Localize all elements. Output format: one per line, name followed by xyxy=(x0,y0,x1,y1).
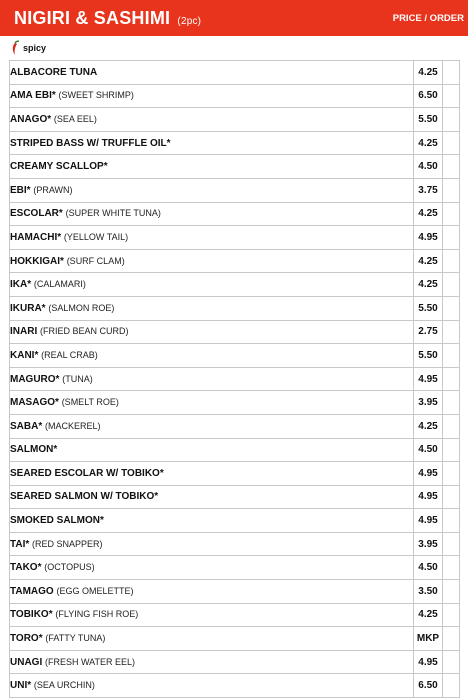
row-spacer-cell xyxy=(443,344,460,368)
item-description: (SURF CLAM) xyxy=(66,255,125,266)
row-spacer-cell xyxy=(443,674,460,698)
menu-row xyxy=(10,391,460,415)
chili-pepper-icon xyxy=(10,40,22,56)
row-spacer-cell xyxy=(443,155,460,179)
item-name: UNAGI xyxy=(10,656,43,668)
item-name: TOBIKO* xyxy=(10,609,53,621)
item-description: (SMELT ROE) xyxy=(61,397,119,408)
item-price: 3.50 xyxy=(414,580,443,604)
item-description: (CALAMARI) xyxy=(33,279,86,290)
item-name-cell xyxy=(10,178,414,202)
item-description: (FATTY TUNA) xyxy=(45,633,106,644)
item-name-cell xyxy=(10,391,414,415)
item-name-cell xyxy=(10,438,414,462)
menu-row xyxy=(10,556,460,580)
item-name: AMA EBI* xyxy=(10,90,56,102)
menu-row xyxy=(10,320,460,344)
menu-row xyxy=(10,650,460,674)
item-price: 4.25 xyxy=(414,131,443,155)
item-price: 4.50 xyxy=(414,155,443,179)
item-price: 4.95 xyxy=(414,462,443,486)
row-spacer-cell xyxy=(443,178,460,202)
item-price: 4.25 xyxy=(414,61,443,85)
item-price: 4.50 xyxy=(414,556,443,580)
item-name-cell xyxy=(10,202,414,226)
row-spacer-cell xyxy=(443,580,460,604)
row-spacer-cell xyxy=(443,61,460,85)
row-spacer-cell xyxy=(443,296,460,320)
item-name-cell xyxy=(10,344,414,368)
item-name: KANI* xyxy=(10,349,39,361)
menu-table-body xyxy=(10,61,460,698)
item-price: 5.50 xyxy=(414,344,443,368)
item-name-cell xyxy=(10,131,414,155)
item-name: ANAGO* xyxy=(10,113,52,125)
menu-row xyxy=(10,249,460,273)
row-spacer-cell xyxy=(443,509,460,533)
menu-row xyxy=(10,462,460,486)
item-price: 4.25 xyxy=(414,414,443,438)
item-name: HOKKIGAI* xyxy=(10,255,64,267)
menu-row xyxy=(10,131,460,155)
section-title-text: NIGIRI & SASHIMI xyxy=(14,7,171,28)
section-title xyxy=(14,8,201,29)
item-name: MASAGO* xyxy=(10,397,59,409)
row-spacer-cell xyxy=(443,84,460,108)
item-name: SABA* xyxy=(10,420,43,432)
item-description: (FRESH WATER EEL) xyxy=(45,656,136,667)
item-description: (OCTOPUS) xyxy=(44,562,95,573)
item-price: 4.25 xyxy=(414,249,443,273)
row-spacer-cell xyxy=(443,320,460,344)
item-name: SMOKED SALMON* xyxy=(10,515,104,527)
row-spacer-cell xyxy=(443,556,460,580)
row-spacer-cell xyxy=(443,603,460,627)
item-name: HAMACHI* xyxy=(10,231,62,243)
menu-row xyxy=(10,438,460,462)
menu-row xyxy=(10,226,460,250)
item-name-cell xyxy=(10,556,414,580)
row-spacer-cell xyxy=(443,532,460,556)
item-price: 4.95 xyxy=(414,650,443,674)
item-name: ALBACORE TUNA xyxy=(10,66,98,78)
item-name-cell xyxy=(10,320,414,344)
item-description: (RED SNAPPER) xyxy=(32,538,103,549)
menu-row xyxy=(10,108,460,132)
item-name-cell xyxy=(10,674,414,698)
price-column-label: PRICE / ORDER xyxy=(392,12,464,24)
item-price: 3.75 xyxy=(414,178,443,202)
item-name-cell xyxy=(10,603,414,627)
menu-table xyxy=(9,60,460,698)
item-name-cell xyxy=(10,273,414,297)
item-description: (REAL CRAB) xyxy=(41,349,98,360)
row-spacer-cell xyxy=(443,438,460,462)
menu-row xyxy=(10,485,460,509)
item-name: TORO* xyxy=(10,633,43,645)
item-name-cell xyxy=(10,580,414,604)
menu-row xyxy=(10,674,460,698)
menu-row xyxy=(10,414,460,438)
row-spacer-cell xyxy=(443,108,460,132)
item-price: 3.95 xyxy=(414,532,443,556)
row-spacer-cell xyxy=(443,226,460,250)
item-name-cell xyxy=(10,296,414,320)
item-description: (YELLOW TAIL) xyxy=(63,231,129,242)
menu-row xyxy=(10,367,460,391)
item-name-cell xyxy=(10,155,414,179)
item-name-cell xyxy=(10,485,414,509)
item-price: MKP xyxy=(414,627,443,651)
item-name-cell xyxy=(10,532,414,556)
item-name-cell xyxy=(10,627,414,651)
item-name-cell xyxy=(10,84,414,108)
section-subtitle: (2pc) xyxy=(177,15,202,27)
item-name: MAGURO* xyxy=(10,373,60,385)
item-price: 4.95 xyxy=(414,226,443,250)
item-name: TAMAGO xyxy=(10,585,54,597)
item-price: 4.50 xyxy=(414,438,443,462)
item-description: (SWEET SHRIMP) xyxy=(58,90,134,101)
row-spacer-cell xyxy=(443,249,460,273)
row-spacer-cell xyxy=(443,202,460,226)
item-price: 4.25 xyxy=(414,202,443,226)
menu-row xyxy=(10,603,460,627)
item-name: TAI* xyxy=(10,538,30,550)
item-description: (FRIED BEAN CURD) xyxy=(40,326,129,337)
item-name: IKURA* xyxy=(10,302,46,314)
menu-row xyxy=(10,61,460,85)
item-name: ESCOLAR* xyxy=(10,208,63,220)
menu-header xyxy=(0,0,468,36)
item-name-cell xyxy=(10,367,414,391)
menu-row xyxy=(10,580,460,604)
menu-row xyxy=(10,84,460,108)
menu-row xyxy=(10,202,460,226)
item-description: (TUNA) xyxy=(62,373,93,384)
row-spacer-cell xyxy=(443,414,460,438)
item-name-cell xyxy=(10,249,414,273)
row-spacer-cell xyxy=(443,627,460,651)
row-spacer-cell xyxy=(443,485,460,509)
item-name-cell xyxy=(10,509,414,533)
item-description: (EGG OMELETTE) xyxy=(56,585,134,596)
item-description: (SALMON ROE) xyxy=(48,302,115,313)
item-description: (SUPER WHITE TUNA) xyxy=(65,208,161,219)
item-name: SEARED SALMON W/ TOBIKO* xyxy=(10,491,159,503)
menu-row xyxy=(10,627,460,651)
item-price: 4.95 xyxy=(414,509,443,533)
item-description: (FLYING FISH ROE) xyxy=(55,609,139,620)
menu-row xyxy=(10,155,460,179)
item-name: SALMON* xyxy=(10,444,58,456)
menu-row xyxy=(10,532,460,556)
item-price: 6.50 xyxy=(414,674,443,698)
item-price: 3.95 xyxy=(414,391,443,415)
item-name: TAKO* xyxy=(10,562,42,574)
row-spacer-cell xyxy=(443,131,460,155)
item-description: (SEA URCHIN) xyxy=(33,680,95,691)
item-name: INARI xyxy=(10,326,38,338)
item-name: SEARED ESCOLAR W/ TOBIKO* xyxy=(10,467,164,479)
menu-row xyxy=(10,296,460,320)
item-price: 4.25 xyxy=(414,603,443,627)
item-name: UNI* xyxy=(10,680,32,692)
item-name-cell xyxy=(10,108,414,132)
row-spacer-cell xyxy=(443,367,460,391)
item-price: 2.75 xyxy=(414,320,443,344)
menu-row xyxy=(10,509,460,533)
row-spacer-cell xyxy=(443,650,460,674)
item-name-cell xyxy=(10,462,414,486)
spicy-legend xyxy=(0,36,468,60)
menu-row xyxy=(10,273,460,297)
item-name: EBI* xyxy=(10,184,31,196)
item-description: (MACKEREL) xyxy=(45,420,101,431)
item-price: 5.50 xyxy=(414,296,443,320)
item-name-cell xyxy=(10,226,414,250)
item-price: 6.50 xyxy=(414,84,443,108)
item-description: (PRAWN) xyxy=(33,184,73,195)
item-description: (SEA EEL) xyxy=(53,113,97,124)
item-price: 5.50 xyxy=(414,108,443,132)
item-price: 4.95 xyxy=(414,485,443,509)
item-price: 4.95 xyxy=(414,367,443,391)
item-price: 4.25 xyxy=(414,273,443,297)
item-name-cell xyxy=(10,414,414,438)
row-spacer-cell xyxy=(443,391,460,415)
row-spacer-cell xyxy=(443,273,460,297)
item-name: CREAMY SCALLOP* xyxy=(10,161,108,173)
menu-row xyxy=(10,344,460,368)
spicy-legend-label: spicy xyxy=(23,43,47,53)
item-name-cell xyxy=(10,61,414,85)
menu-row xyxy=(10,178,460,202)
item-name-cell xyxy=(10,650,414,674)
row-spacer-cell xyxy=(443,462,460,486)
item-name: IKA* xyxy=(10,279,32,291)
item-name: STRIPED BASS W/ TRUFFLE OIL* xyxy=(10,137,171,149)
